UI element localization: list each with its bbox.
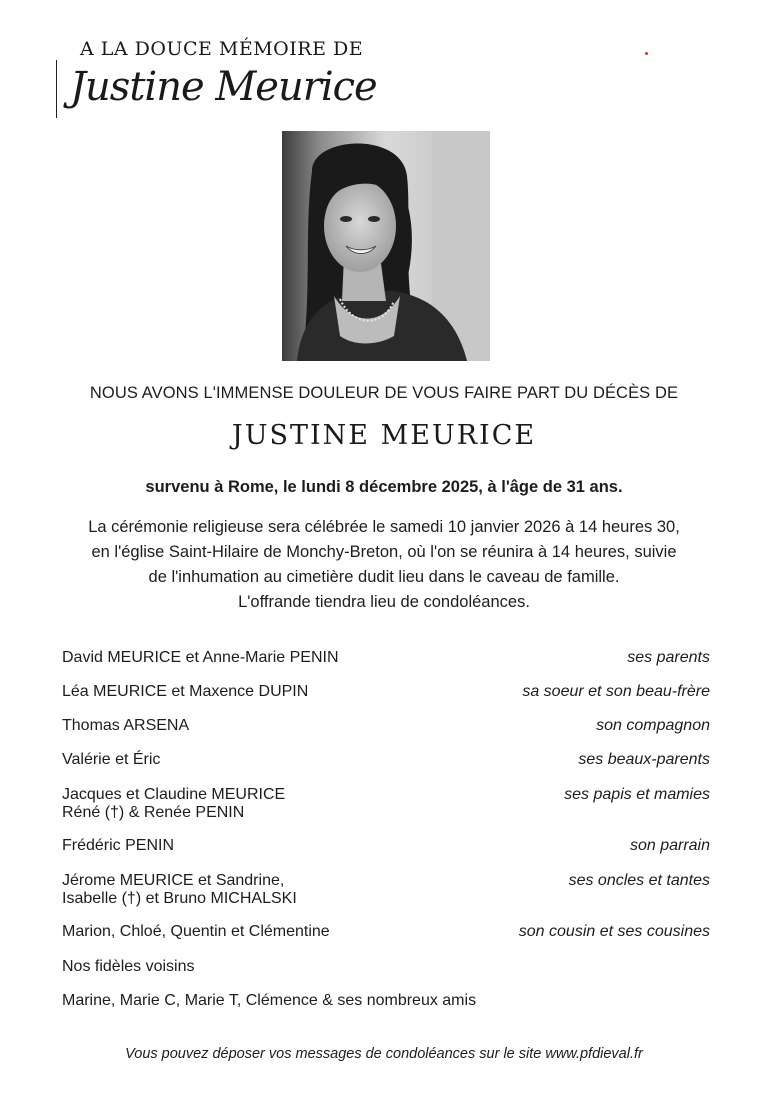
ceremony-details <box>0 515 768 615</box>
ceremony-line: L'offrande tiendra lieu de condoléances. <box>238 593 530 611</box>
portrait-photo <box>282 131 490 361</box>
announcement-intro: NOUS AVONS L'IMMENSE DOULEUR DE VOUS FAIRE PART DU DÉCÈS DE <box>89 384 679 402</box>
family-relation: son parrain <box>629 837 710 854</box>
family-names: Marine, Marie C, Marie T, Clémence & ses nombreux amis <box>62 992 477 1009</box>
family-names: Jacques et Claudine MEURICE <box>62 786 286 803</box>
header-title: A LA DOUCE MÉMOIRE DE <box>80 38 364 60</box>
family-names: David MEURICE et Anne-Marie PENIN <box>62 649 339 666</box>
ceremony-line: de l'inhumation au cimetière dudit lieu dans le caveau de famille. <box>148 568 620 586</box>
family-names: Isabelle (†) et Bruno MICHALSKI <box>62 890 297 907</box>
family-names: Marion, Chloé, Quentin et Clémentine <box>62 923 330 940</box>
family-relation: sa soeur et son beau-frère <box>522 683 710 700</box>
family-relation: ses parents <box>627 649 710 666</box>
header-divider <box>56 60 57 118</box>
decorative-dot <box>645 52 648 55</box>
ceremony-line: en l'église Saint-Hilaire de Monchy-Breton, où l'on se réunira à 14 heures, suivie <box>91 543 677 561</box>
deceased-name: JUSTINE MEURICE <box>231 420 537 451</box>
family-names: Léa MEURICE et Maxence DUPIN <box>62 683 309 700</box>
family-relation: son compagnon <box>596 717 710 734</box>
family-names: Valérie et Éric <box>62 751 161 768</box>
death-details: survenu à Rome, le lundi 8 décembre 2025, à l'âge de 31 ans. <box>145 478 623 496</box>
family-relation: ses beaux-parents <box>578 751 710 768</box>
family-names: Jérome MEURICE et Sandrine, <box>62 872 285 889</box>
family-names: Nos fidèles voisins <box>62 958 195 975</box>
family-relation: son cousin et ses cousines <box>518 923 710 940</box>
family-names: Thomas ARSENA <box>62 717 190 734</box>
family-names: Frédéric PENIN <box>62 837 175 854</box>
condolences-footer: Vous pouvez déposer vos messages de condoléances sur le site www.pfdieval.fr <box>125 1046 643 1062</box>
family-relation: ses oncles et tantes <box>568 872 710 889</box>
ceremony-line: La cérémonie religieuse sera célébrée le samedi 10 janvier 2026 à 14 heures 30, <box>88 518 680 536</box>
header-script-name: Justine Meurice <box>70 64 377 110</box>
family-relation: ses papis et mamies <box>564 786 710 803</box>
family-names: Réné (†) & Renée PENIN <box>62 804 245 821</box>
portrait-photo-icon <box>282 131 490 361</box>
